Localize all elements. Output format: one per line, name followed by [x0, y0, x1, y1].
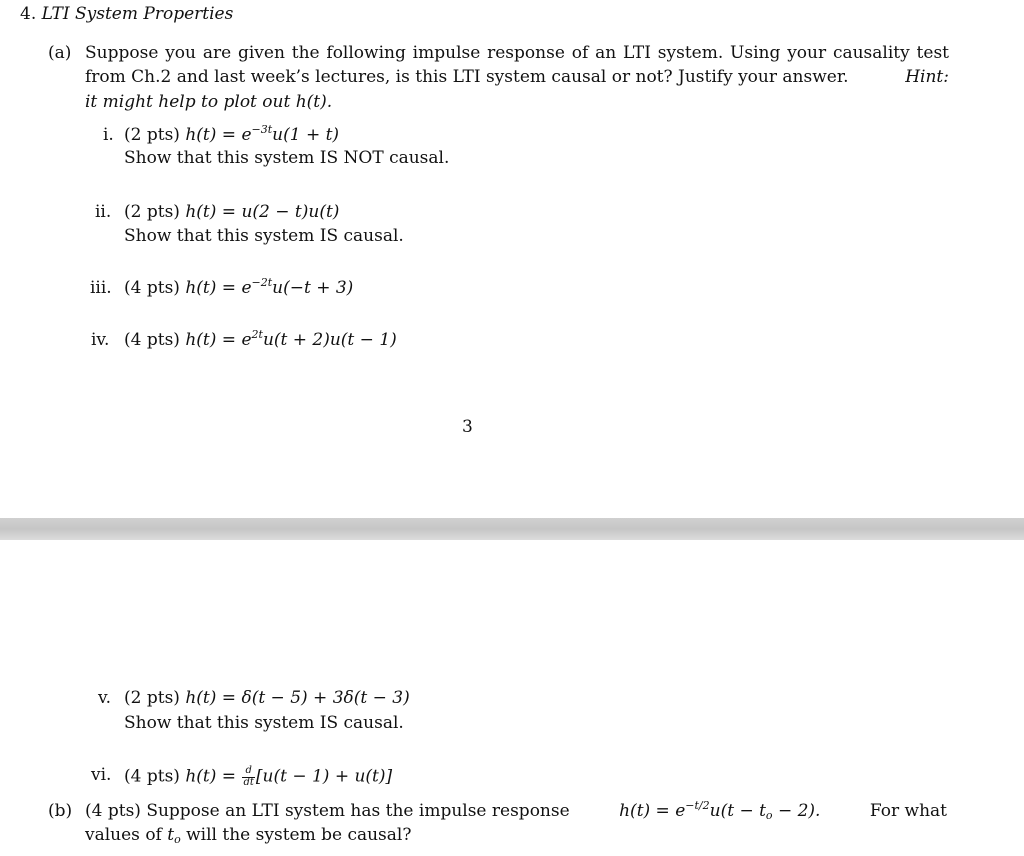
- item-iv-label: iv.: [91, 330, 110, 350]
- derivative-fraction: $\frac{d}{dt}$: [243, 765, 254, 788]
- item-v-label: v.: [98, 688, 111, 708]
- document-page-bottom: [0, 540, 1024, 856]
- part-a-intro-line2: from Ch.2 and last week’s lectures, is this LTI system causal or not? Justify your answer. Hint:: [85, 67, 949, 87]
- item-i-label: i.: [103, 125, 114, 145]
- item-ii-note: Show that this system IS causal.: [124, 226, 404, 246]
- part-b-line2: values of $t_o$ will the system be causal?: [85, 825, 412, 846]
- item-v-equation: (2 pts) h(t) = δ(t − 5) + 3δ(t − 3): [124, 688, 410, 708]
- part-a-intro-line1: Suppose you are given the following impulse response of an LTI system. Using your causality test: [85, 43, 949, 63]
- problem-number: 4.: [20, 4, 37, 24]
- item-i-note: Show that this system IS NOT causal.: [124, 148, 450, 168]
- item-ii-label: ii.: [95, 202, 112, 222]
- part-b-line1: (4 pts) Suppose an LTI system has the impulse response $h(t) = e^{-t/2}u(t - t_o - 2)$. For what: [85, 799, 947, 822]
- item-vi-equation: (4 pts) h(t) = $\frac{d}{dt}$ [u(t − 1) + u(t)]: [124, 765, 393, 788]
- problem-heading: [20, 5, 233, 25]
- part-b-label: (b): [48, 801, 73, 821]
- hint-text: it might help to plot out h(t).: [85, 92, 333, 112]
- item-iv-equation: (4 pts) $h(t) = e^{2t}u(t + 2)u(t - 1)$: [124, 328, 397, 350]
- page-separator: [0, 518, 1024, 540]
- page-number: 3: [462, 417, 473, 437]
- part-a-label: (a): [48, 43, 72, 63]
- item-v-note: Show that this system IS causal.: [124, 713, 404, 733]
- item-vi-label: vi.: [91, 765, 112, 785]
- item-i-equation: (2 pts) $h(t) = e^{-3t}u(1 + t)$: [124, 123, 340, 145]
- hint-label: Hint:: [905, 67, 949, 87]
- item-ii-equation: (2 pts) h(t) = u(2 − t)u(t): [124, 202, 340, 222]
- item-iii-equation: (4 pts) $h(t) = e^{-2t}u(-t + 3)$: [124, 276, 354, 298]
- problem-title: LTI System Properties: [41, 4, 234, 24]
- item-iii-label: iii.: [90, 278, 112, 298]
